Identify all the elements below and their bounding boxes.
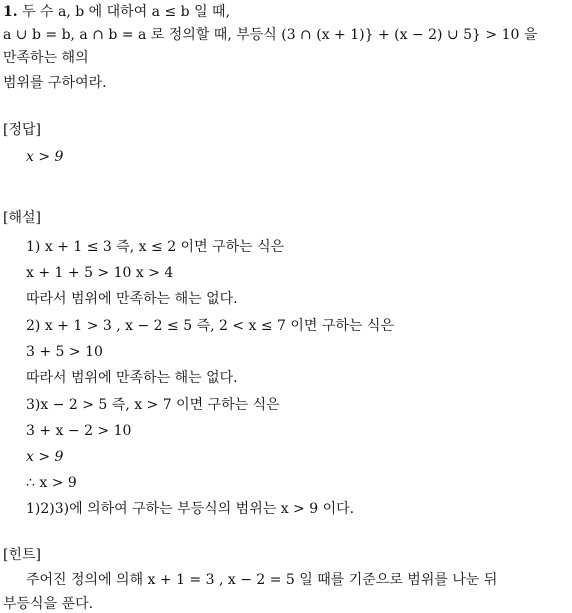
problem-text-1: 두 수 a, b 에 대하여 a ≤ b 일 때,: [22, 4, 231, 20]
solution-line-9: x > 9: [26, 449, 64, 465]
solution-line-1: 1) x + 1 ≤ 3 즉, x ≤ 2 이면 구하는 식은: [26, 239, 285, 255]
hint-line-2: 부등식을 푼다.: [3, 596, 94, 612]
hint-heading: [힌트]: [3, 547, 41, 563]
problem-number: 1.: [3, 4, 18, 20]
solution-line-5: 3 + 5 > 10: [26, 344, 103, 360]
solution-line-10: ∴ x > 9: [26, 475, 77, 491]
solution-line-6: 따라서 범위에 만족하는 해는 없다.: [26, 370, 238, 386]
solution-line-4: 2) x + 1 > 3 , x − 2 ≤ 5 즉, 2 < x ≤ 7 이면 구하는 식은: [26, 318, 394, 334]
solution-line-8: 3 + x − 2 > 10: [26, 423, 132, 439]
solution-heading: [해설]: [3, 210, 41, 226]
solution-line-2: x + 1 + 5 > 10 x > 4: [26, 265, 174, 281]
solution-line-3: 따라서 범위에 만족하는 해는 없다.: [26, 291, 238, 307]
answer-text: x > 9: [26, 149, 64, 165]
problem-line-1: [3, 3, 230, 21]
answer-heading: [정답]: [3, 122, 41, 138]
hint-line-1: 주어진 정의에 의해 x + 1 = 3 , x − 2 = 5 일 때를 기준으로 범위를 나눈 뒤: [26, 572, 498, 588]
solution-line-7: 3)x − 2 > 5 즉, x > 7 이면 구하는 식은: [26, 397, 280, 413]
problem-text-4: 범위를 구하여라.: [3, 75, 107, 91]
solution-line-11: 1)2)3)에 의하여 구하는 부등식의 범위는 x > 9 이다.: [26, 501, 355, 517]
problem-text-3: 만족하는 해의: [3, 50, 89, 66]
problem-text-2: a ∪ b = b, a ∩ b = a 로 정의할 때, 부등식 (3 ∩ (x + 1)} + (x − 2) ∪ 5} > 10 을: [3, 27, 538, 43]
